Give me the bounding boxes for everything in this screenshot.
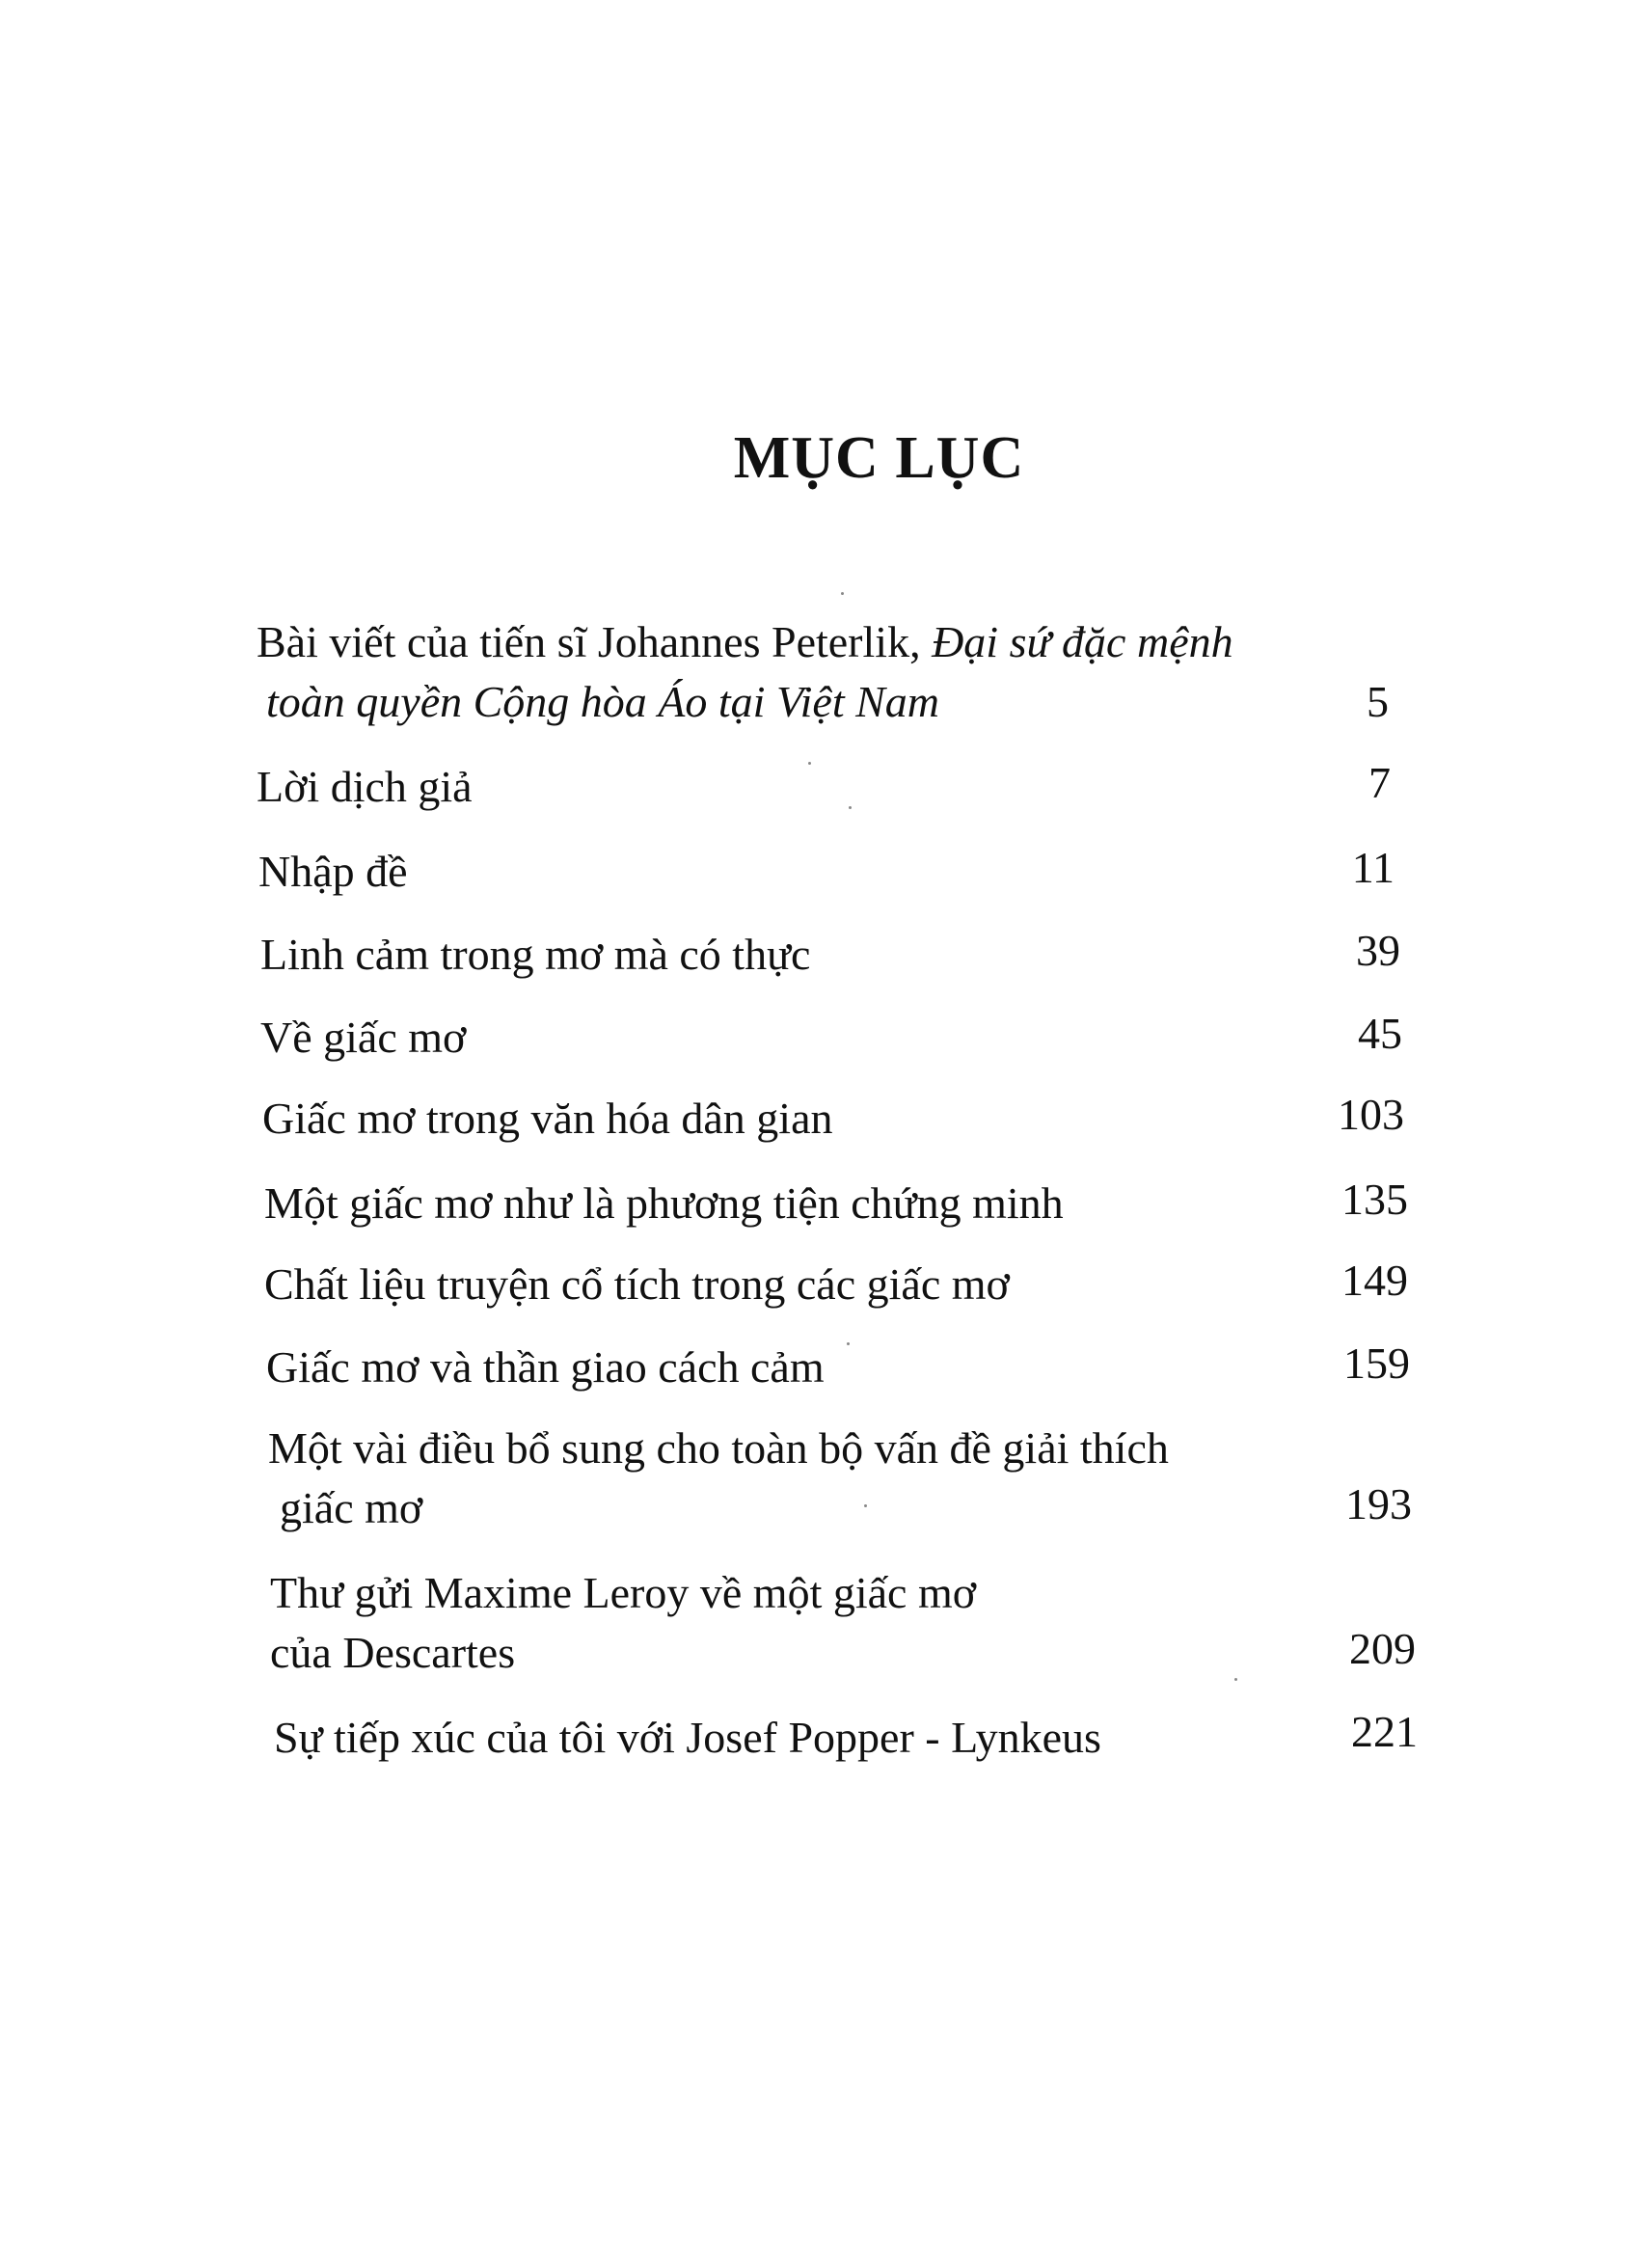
page-title: MỤC LỤC bbox=[733, 425, 1025, 491]
toc-entry-page-number: 5 bbox=[1367, 677, 1389, 726]
toc-entry-page-number: 7 bbox=[1368, 758, 1391, 807]
toc-entry-title bbox=[257, 617, 1233, 667]
toc-entry-title: Thư gửi Maxime Leroy về một giấc mơ bbox=[270, 1568, 977, 1617]
toc-entry-text-italic: toàn quyền Cộng hòa Áo tại Việt Nam bbox=[266, 677, 940, 726]
toc-entry-title: Một giấc mơ như là phương tiện chứng minh bbox=[264, 1178, 1064, 1228]
scan-speck bbox=[847, 1342, 850, 1345]
toc-entry-title: Giấc mơ và thần giao cách cảm bbox=[266, 1342, 825, 1392]
toc-entry-text-italic: Đại sứ đặc mệnh bbox=[932, 617, 1233, 666]
toc-entry-text: Bài viết của tiến sĩ Johannes Peterlik, bbox=[257, 617, 933, 666]
toc-entry-page-number: 149 bbox=[1341, 1256, 1408, 1305]
scan-speck bbox=[864, 1504, 867, 1507]
toc-entry-title: Chất liệu truyện cổ tích trong các giấc mơ bbox=[264, 1259, 1010, 1309]
toc-entry-page-number: 11 bbox=[1351, 843, 1395, 892]
toc-entry-page-number: 193 bbox=[1345, 1479, 1412, 1528]
toc-entry-title: Sự tiếp xúc của tôi với Josef Popper - Lynkeus bbox=[274, 1713, 1101, 1762]
scan-speck bbox=[1234, 1678, 1237, 1681]
toc-entry-page-number: 209 bbox=[1349, 1624, 1416, 1673]
toc-entry-page-number: 135 bbox=[1341, 1175, 1408, 1224]
toc-entry-page-number: 103 bbox=[1338, 1090, 1404, 1139]
toc-entry-page-number: 159 bbox=[1343, 1339, 1410, 1388]
toc-entry-title-continued: của Descartes bbox=[270, 1628, 516, 1677]
toc-entry-title: Về giấc mơ bbox=[260, 1013, 467, 1062]
toc-entry-title-continued: giấc mơ bbox=[280, 1483, 423, 1532]
toc-entry-title: Linh cảm trong mơ mà có thực bbox=[260, 930, 811, 979]
scan-speck bbox=[849, 806, 852, 809]
scan-speck bbox=[808, 762, 811, 765]
scan-speck bbox=[841, 592, 844, 595]
toc-entry-page-number: 221 bbox=[1351, 1707, 1418, 1756]
toc-entry-title: Giấc mơ trong văn hóa dân gian bbox=[262, 1094, 833, 1143]
toc-entry-title: Lời dịch giả bbox=[257, 762, 473, 811]
toc-entry-title: Nhập đề bbox=[258, 847, 408, 896]
toc-entry-title-continued bbox=[266, 677, 939, 727]
toc-entry-page-number: 45 bbox=[1358, 1009, 1402, 1058]
toc-entry-page-number: 39 bbox=[1356, 926, 1400, 975]
toc-entry-title: Một vài điều bổ sung cho toàn bộ vấn đề giải thích bbox=[268, 1423, 1169, 1473]
